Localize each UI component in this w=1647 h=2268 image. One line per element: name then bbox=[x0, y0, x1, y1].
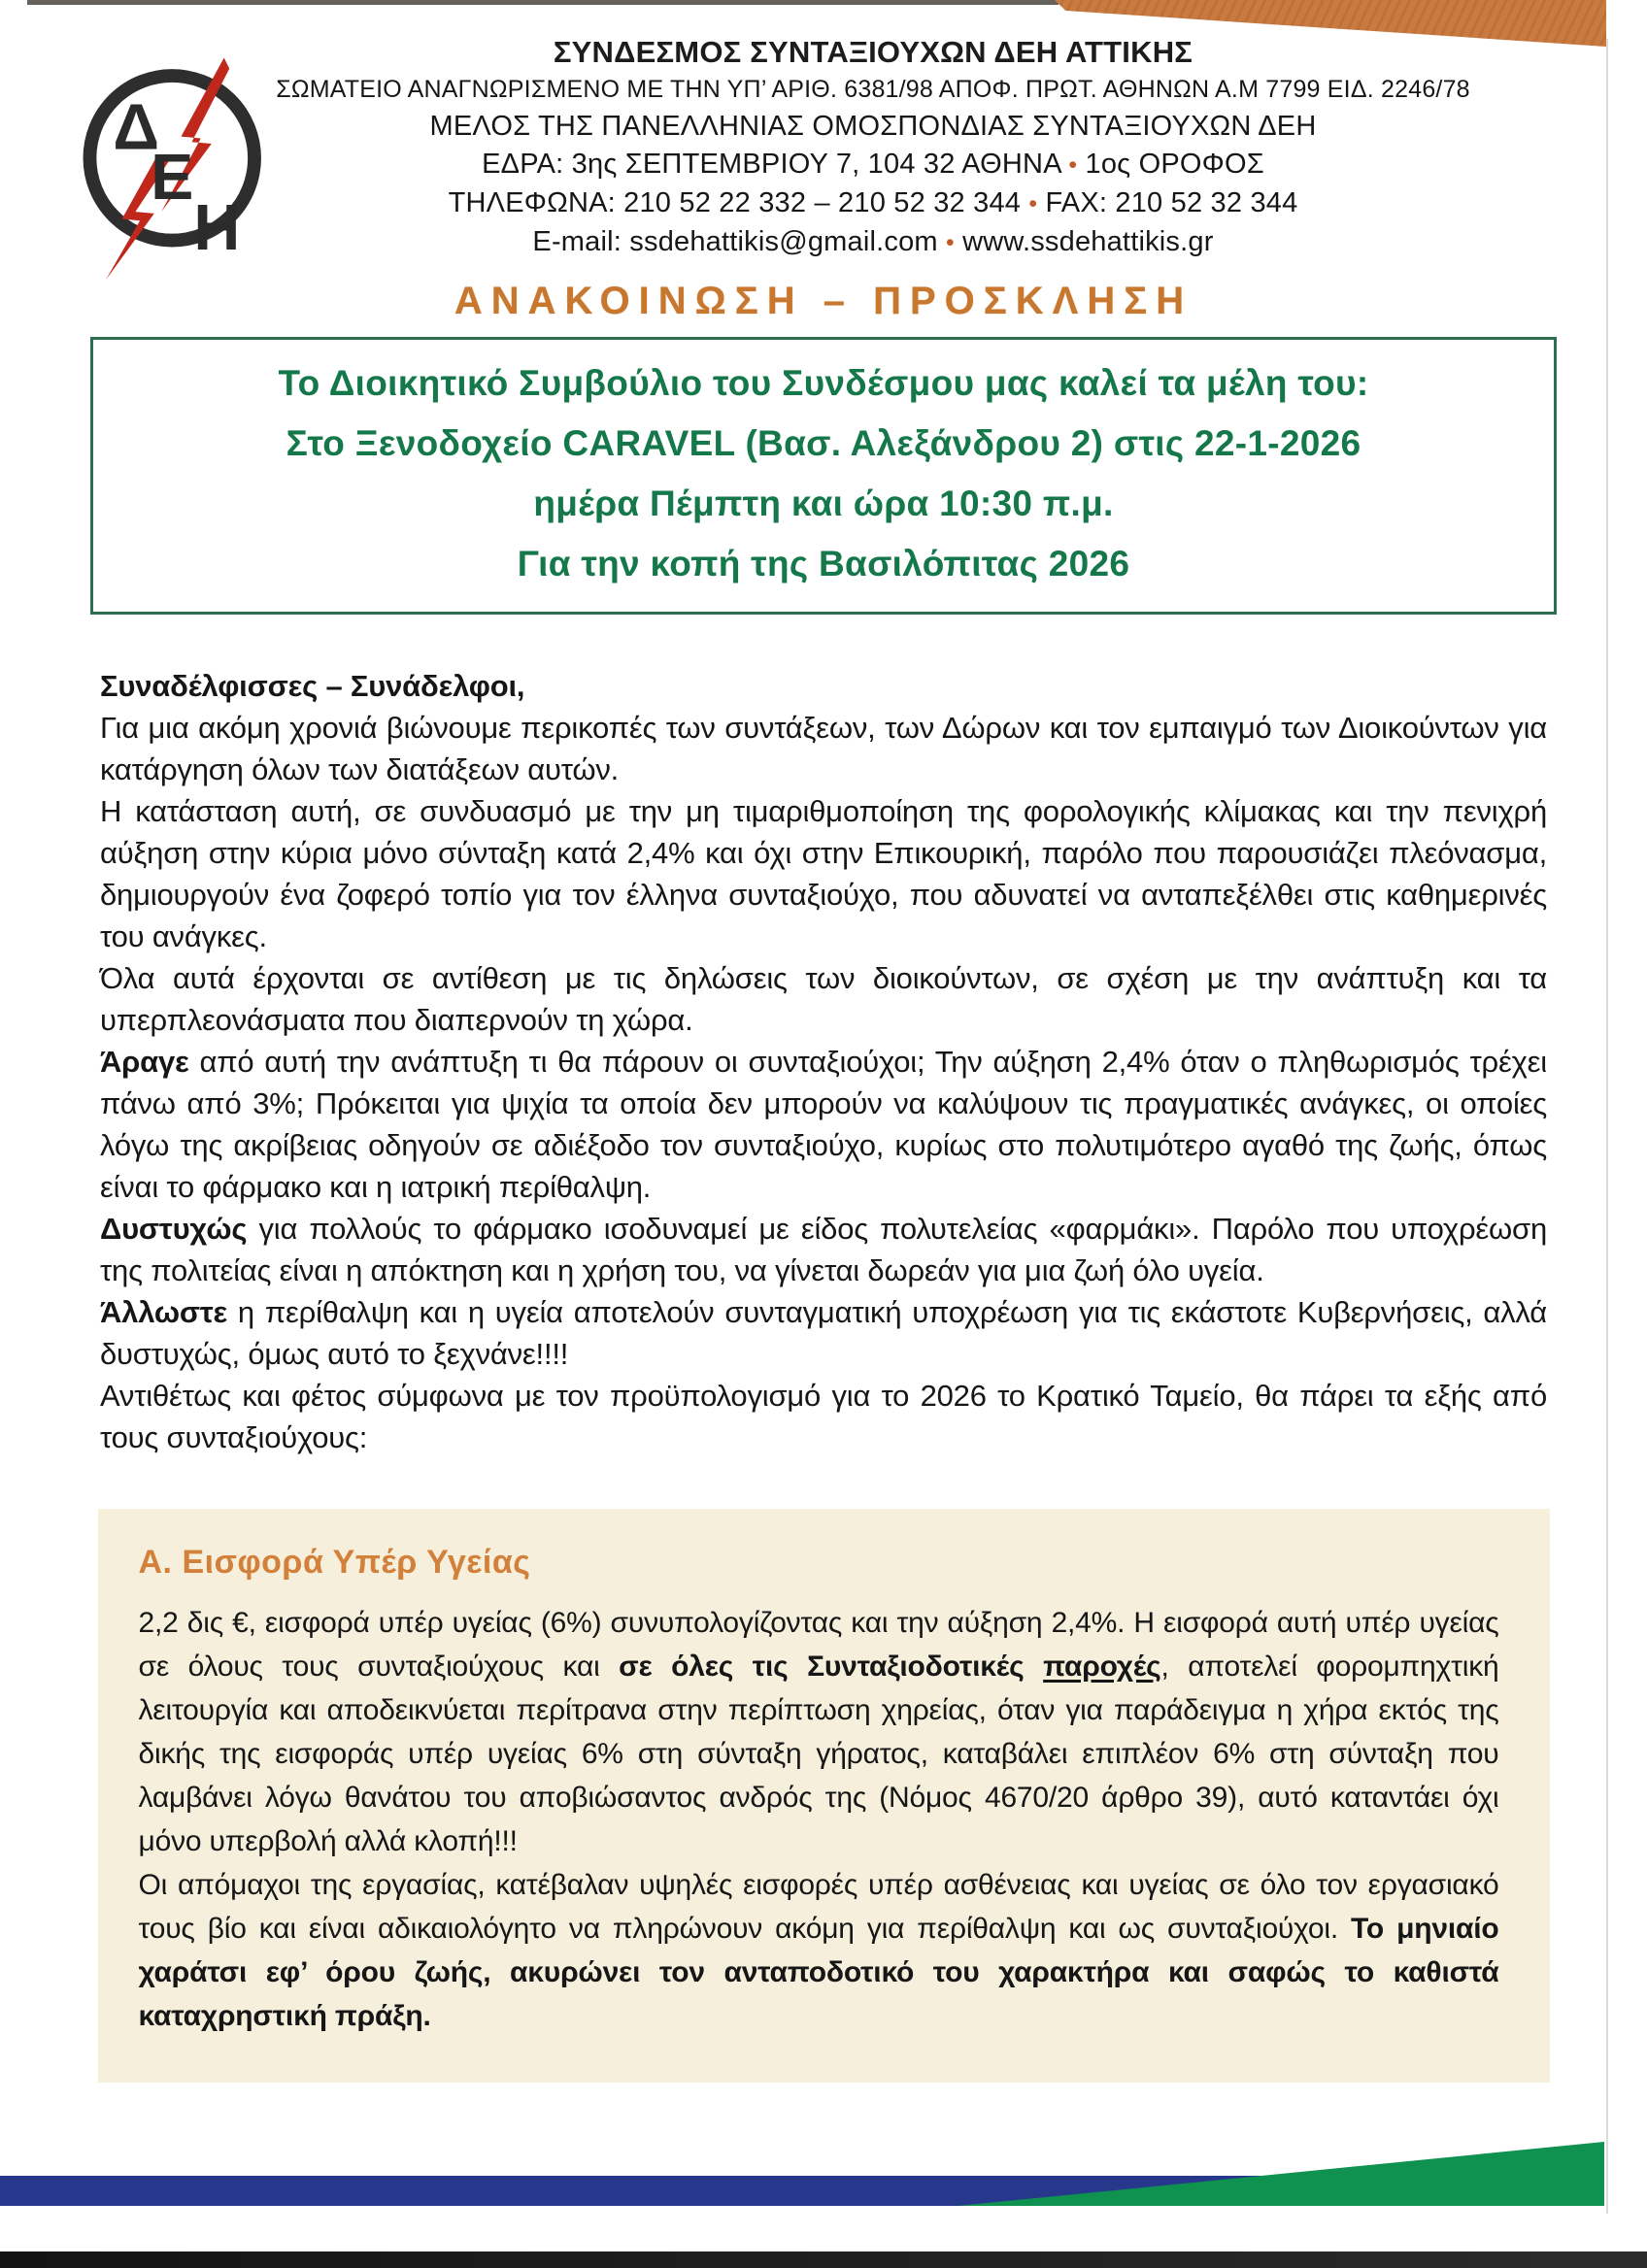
footer-green-triangle bbox=[958, 2142, 1604, 2206]
invitation-line: Στο Ξενοδοχείο CARAVEL (Βασ. Αλεξάνδρου 2) στις 22-1-2026 bbox=[286, 423, 1361, 463]
letterhead bbox=[0, 0, 1647, 262]
text-segment: Δυστυχώς bbox=[100, 1212, 248, 1246]
org-phones bbox=[225, 184, 1521, 223]
text-segment: Το μηνιαίο χαράτσι εφ’ όρου ζωής, ακυρώνει τον ανταποδοτικό του χαρακτήρα και σαφώς το καθιστά καταχρηστική πράξη. bbox=[138, 1913, 1499, 2032]
body-paragraph bbox=[100, 957, 1547, 1041]
org-membership: ΜΕΛΟΣ ΤΗΣ ΠΑΝΕΛΛΗΝΙΑΣ ΟΜΟΣΠΟΝΔΙΑΣ ΣΥΝΤΑΞΙΟΥΧΩΝ ΔΕΗ bbox=[429, 111, 1317, 142]
org-address bbox=[225, 146, 1521, 184]
text-segment: Άραγε bbox=[100, 1045, 189, 1079]
text-segment: • bbox=[1028, 191, 1038, 217]
text-segment: , αποτελεί φορομπηχτική λειτουργία και αποδεικνύεται περίτρανα στην περίπτωση χηρείας, όταν για παράδειγμα η χήρα εκτός της δικής της εισφοράς υπέρ υγείας 6% στη σύνταξη γήρατος, καταβάλει επιπλέον 6% στη σύνταξη που λαμβάνει λόγω θανάτου του αποβιώσαντος ανδρός της (Νόμος 4670/20 άρθρο 39), αυτό καταντάει όχι μόνο υπερβολή αλλά κλοπή!!! bbox=[138, 1651, 1499, 1857]
text-segment: E-mail: ssdehattikis@gmail.com bbox=[532, 226, 947, 257]
text-segment: Η κατάσταση αυτή, σε συνδυασμό με την μη τιμαριθμοποίηση της φορολογικής κλίμακας και την πενιχρή αύξηση στην κύρια μόνο σύνταξη κατά 2,4% και όχι στην Επικουρική, παρόλο που παρουσιάζει πλεόνασμα, δημιουργούν ένα ζοφερό τοπίο για τον έλληνα συνταξιούχο, που αδυνατεί να ανταπεξέλθει στις καθημερινές του ανάγκες. bbox=[100, 794, 1547, 953]
org-contact bbox=[225, 223, 1521, 262]
body-paragraph bbox=[100, 790, 1547, 957]
text-segment: • bbox=[1068, 152, 1078, 179]
text-segment: Για μια ακόμη χρονιά βιώνουμε περικοπές των συντάξεων, των Δώρων και τον εμπαιγμό των Διοικούντων για κατάργηση όλων των διατάξεων αυτών. bbox=[100, 711, 1547, 786]
health-contribution-box bbox=[98, 1509, 1550, 2083]
text-segment: ΤΗΛΕΦΩΝΑ: 210 52 22 332 – 210 52 32 344 bbox=[448, 187, 1029, 218]
text-segment: ΕΔΡΑ: 3ης ΣΕΠΤΕΜΒΡΙΟΥ 7, 104 32 ΑΘΗΝΑ bbox=[482, 149, 1069, 180]
text-segment: Άλλωστε bbox=[100, 1295, 228, 1329]
text-segment: www.ssdehattikis.gr bbox=[954, 226, 1214, 257]
text-segment: σε όλες τις Συνταξιοδοτικές bbox=[619, 1651, 1044, 1683]
announcement-title: ΑΝΑΚΟΙΝΩΣΗ – ΠΡΟΣΚΛΗΣΗ bbox=[454, 280, 1193, 322]
body-paragraph bbox=[100, 1041, 1547, 1208]
salutation: Συναδέλφισσες – Συνάδελφοι, bbox=[100, 669, 525, 703]
letter-body bbox=[100, 665, 1547, 1458]
scan-bottom-edge bbox=[0, 2251, 1647, 2268]
body-paragraph bbox=[100, 1375, 1547, 1458]
text-segment: από αυτή την ανάπτυξη τι θα πάρουν οι συνταξιούχοι; Την αύξηση 2,4% όταν ο πληθωρισμός τρέχει πάνω από 3%; Πρόκειται για ψιχία τα οποία δεν μπορούν να καλύψουν τις πραγματικές ανάγκες, οι οποίες λόγω της ακρίβειας οδηγούν σε αδιέξοδο τον συνταξιούχο, κυρίως στο πολυτιμότερο αγαθό της ζωής, όπως είναι το φάρμακο και η ιατρική περίθαλψη. bbox=[100, 1045, 1547, 1204]
health-box-paragraph bbox=[139, 1863, 1499, 2038]
body-paragraph bbox=[100, 707, 1547, 790]
text-segment: για πολλούς το φάρμακο ισοδυναμεί με είδος πολυτελείας «φαρμάκι». Παρόλο που υποχρέωση της πολιτείας είναι η απόκτηση και η χρήση του, να γίνεται δωρεάν για μια ζωή όλο υγεία. bbox=[100, 1212, 1547, 1287]
invitation-box bbox=[90, 337, 1557, 615]
logo-letter-epsilon: Ε bbox=[151, 142, 194, 215]
text-segment: Όλα αυτά έρχονται σε αντίθεση με τις δηλώσεις των διοικούντων, σε σχέση με την ανάπτυξη και τα υπερπλεονάσματα που διαπερνούν τη χώρα. bbox=[100, 961, 1547, 1037]
text-segment: 2,2 δις €, εισφορά υπέρ υγείας (6%) συνυπολογίζοντας και την αύξηση 2,4%. Η εισφορά αυτή υπέρ υγείας σε όλους τους συνταξιούχους και bbox=[138, 1607, 1499, 1683]
text-segment: παροχές bbox=[1043, 1651, 1161, 1683]
logo-letter-eta: Η bbox=[193, 191, 241, 264]
body-paragraph bbox=[100, 1291, 1547, 1375]
invitation-line: ημέρα Πέμπτη και ώρα 10:30 π.μ. bbox=[533, 484, 1114, 523]
text-segment: 1ος ΟΡΟΦΟΣ bbox=[1077, 149, 1264, 180]
dei-logo bbox=[72, 50, 278, 284]
logo-letter-delta: Δ bbox=[113, 91, 160, 164]
invitation-line: Το Διοικητικό Συμβούλιο του Συνδέσμου μας καλεί τα μέλη του: bbox=[278, 363, 1369, 403]
health-box-paragraph bbox=[139, 1601, 1499, 1863]
text-segment: FAX: 210 52 32 344 bbox=[1037, 187, 1298, 218]
letterhead-text bbox=[225, 33, 1521, 262]
text-segment: Οι απόμαχοι της εργασίας, κατέβαλαν υψηλές εισφορές υπέρ ασθένειας και υγείας σε όλο τον εργασιακό τους βίο και είναι αδικαιολόγητο να πληρώνουν ακόμη για περίθαλψη και ως συνταξιούχοι. bbox=[138, 1869, 1499, 1945]
text-segment: Αντιθέτως και φέτος σύμφωνα με τον προϋπολογισμό για το 2026 το Κρατικό Ταμείο, θα πάρει τα εξής από τους συνταξιούχους: bbox=[100, 1379, 1547, 1454]
health-box-heading: Α. Εισφορά Υπέρ Υγείας bbox=[138, 1544, 531, 1581]
text-segment: • bbox=[946, 230, 955, 256]
text-segment: η περίθαλψη και η υγεία αποτελούν συνταγματική υποχρέωση για τις εκάστοτε Κυβερνήσεις, αλλά δυστυχώς, όμως αυτό το ξεχνάνε!!!! bbox=[100, 1295, 1547, 1371]
org-name: ΣΥΝΔΕΣΜΟΣ ΣΥΝΤΑΞΙΟΥΧΩΝ ΔΕΗ ΑΤΤΙΚΗΣ bbox=[553, 35, 1193, 69]
org-registration: ΣΩΜΑΤΕΙΟ ΑΝΑΓΝΩΡΙΣΜΕΝΟ ΜΕ ΤΗΝ ΥΠ’ ΑΡΙΘ. 6381/98 ΑΠΟΦ. ΠΡΩΤ. ΑΘΗΝΩΝ Α.Μ 7799 ΕΙΔ. 2246/78 bbox=[276, 76, 1470, 103]
body-paragraph bbox=[100, 1208, 1547, 1291]
scan-right-edge bbox=[1606, 39, 1608, 2214]
invitation-line: Για την κοπή της Βασιλόπιτας 2026 bbox=[517, 544, 1130, 584]
